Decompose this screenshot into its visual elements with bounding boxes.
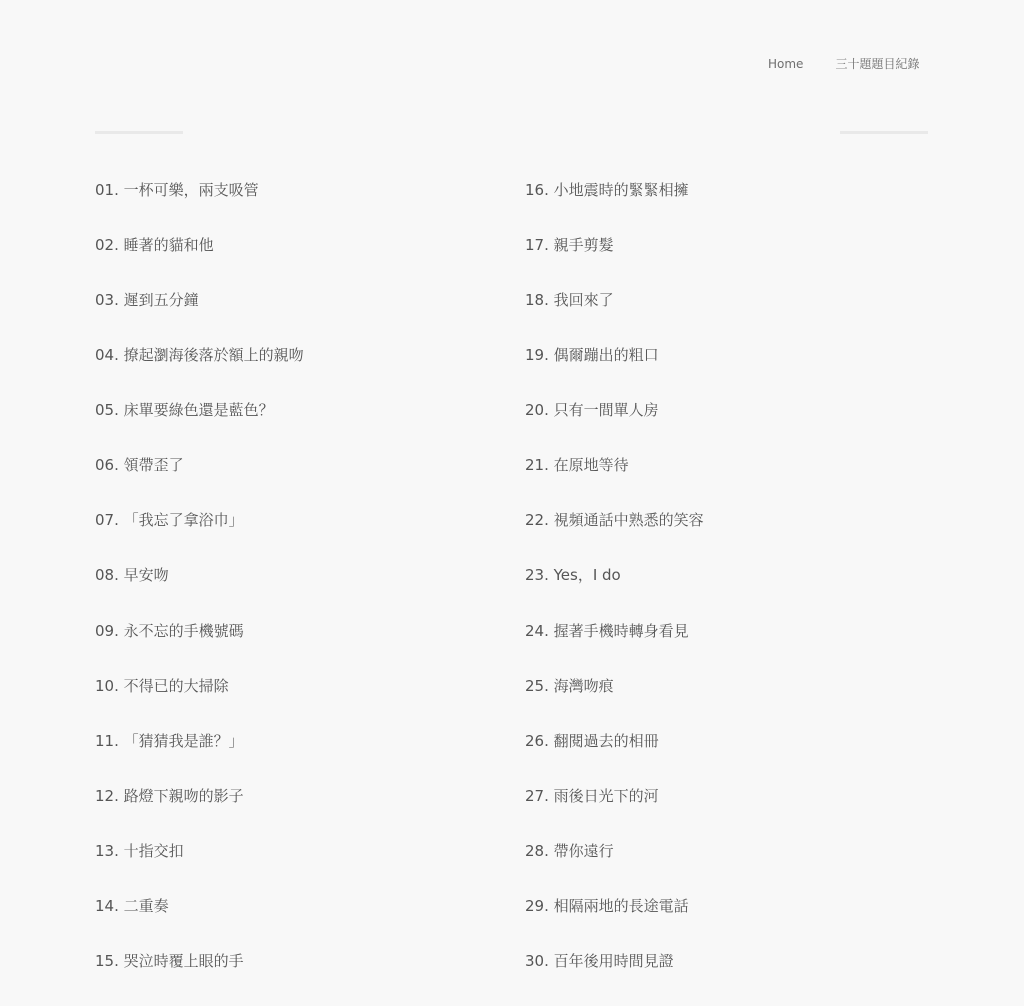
prompt-list-right: [525, 180, 704, 1006]
prompt-item: 13. 十指交扣: [95, 841, 184, 860]
prompt-item: 23. Yes，I do: [525, 566, 621, 585]
prompt-item: 16. 小地震時的緊緊相擁: [525, 181, 689, 199]
prompt-item: 02. 睡著的貓和他: [95, 236, 214, 255]
prompt-item: 04. 撩起瀏海後落於額上的親吻: [95, 346, 304, 365]
prompt-item: 03. 遲到五分鐘: [95, 291, 199, 310]
prompt-item: 21. 在原地等待: [525, 456, 629, 475]
divider-right: [840, 131, 928, 134]
prompt-item: 01. 一杯可樂，兩支吸管: [95, 181, 259, 199]
prompt-item: 05. 床單要綠色還是藍色？: [95, 401, 274, 420]
prompt-item: 26. 翻閱過去的相冊: [525, 731, 659, 750]
prompt-item: 18. 我回來了: [525, 291, 614, 310]
prompt-item: 12. 路燈下親吻的影子: [95, 786, 244, 805]
nav-link-home[interactable]: Home: [768, 57, 804, 71]
divider-left: [95, 131, 183, 134]
nav-link-prompt-list[interactable]: 三十題題目紀錄: [835, 57, 920, 71]
prompt-item: 29. 相隔兩地的長途電話: [525, 896, 689, 915]
prompt-item: 19. 偶爾蹦出的粗口: [525, 346, 659, 365]
prompt-item: 09. 永不忘的手機號碼: [95, 621, 244, 640]
prompt-item: 14. 二重奏: [95, 896, 169, 915]
top-nav: [768, 56, 919, 72]
prompt-item: 24. 握著手機時轉身看見: [525, 621, 689, 640]
prompt-item: 28. 帶你遠行: [525, 841, 614, 860]
prompt-item: 08. 早安吻: [95, 566, 169, 585]
prompt-item: 10. 不得已的大掃除: [95, 676, 229, 695]
prompt-item: 20. 只有一間單人房: [525, 401, 659, 420]
prompt-item: 06. 領帶歪了: [95, 456, 184, 475]
prompt-item: 17. 親手剪髮: [525, 236, 614, 255]
prompt-item: 27. 雨後日光下的河: [525, 786, 659, 805]
prompt-item: 22. 視頻通話中熟悉的笑容: [525, 511, 704, 530]
prompt-item: 11. 「猜猜我是誰？」: [95, 731, 244, 750]
prompt-item: 15. 哭泣時覆上眼的手: [95, 951, 244, 970]
prompt-item: 25. 海灣吻痕: [525, 676, 614, 695]
prompt-item: 30. 百年後用時間見證: [525, 951, 674, 970]
prompt-item: 07. 「我忘了拿浴巾」: [95, 511, 244, 530]
prompt-list-left: [95, 180, 304, 1006]
